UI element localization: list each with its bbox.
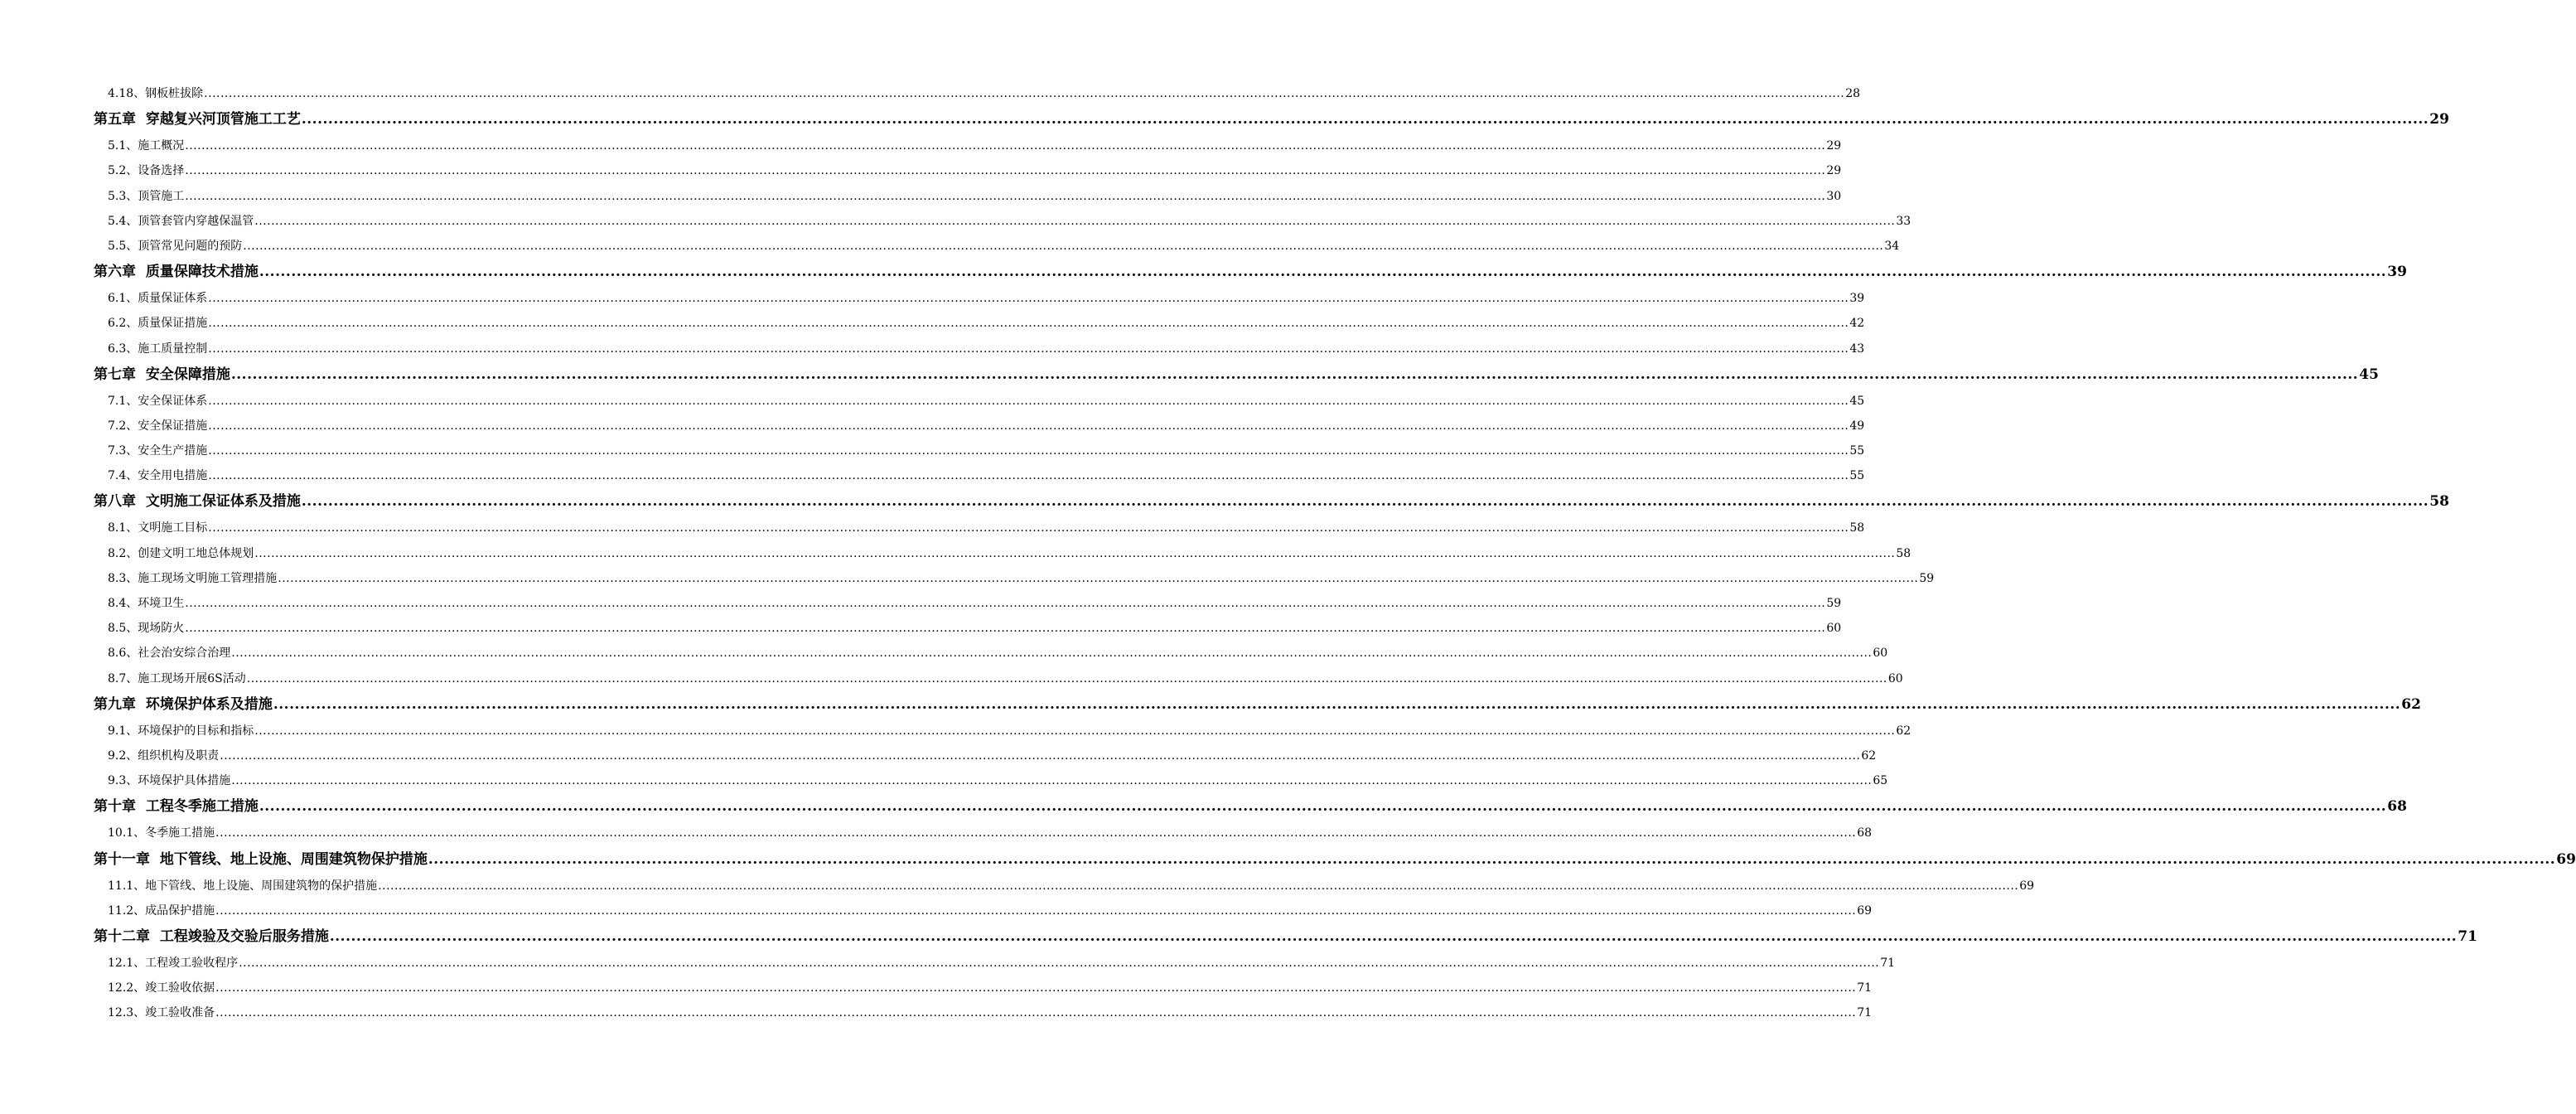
toc-entry-label: 5.3、顶管施工	[108, 189, 185, 203]
toc-page-number: 29	[2429, 111, 2449, 128]
toc-entry-label: 12.3、竣工验收准备	[108, 1006, 215, 1020]
toc-entry-label: 8.2、创建文明工地总体规划	[108, 546, 254, 560]
toc-dot-leader: ................................................................................................................................................................................................................................................................................................................................................................................................................	[254, 724, 1896, 738]
toc-section-entry[interactable]	[94, 184, 1842, 209]
toc-entry-label: 7.1、安全保证体系	[108, 394, 208, 408]
toc-entry-label: 6.2、质量保证措施	[108, 317, 208, 331]
toc-page-number: 62	[2401, 695, 2421, 713]
toc-dot-leader: ................................................................................................................................................................................................................................................................................................................................................................................................................	[273, 695, 2401, 713]
toc-page-number: 71	[2458, 928, 2477, 945]
toc-dot-leader: ................................................................................................................................................................................................................................................................................................................................................................................................................	[215, 981, 1857, 995]
toc-section-entry[interactable]	[94, 743, 1877, 768]
toc-page-number: 60	[1826, 622, 1842, 636]
toc-dot-leader: ................................................................................................................................................................................................................................................................................................................................................................................................................	[231, 774, 1873, 788]
toc-page-number: 71	[1880, 956, 1896, 970]
toc-dot-leader: ................................................................................................................................................................................................................................................................................................................................................................................................................	[208, 419, 1849, 433]
toc-dot-leader: ................................................................................................................................................................................................................................................................................................................................................................................................................	[208, 292, 1849, 306]
toc-dot-leader: ................................................................................................................................................................................................................................................................................................................................................................................................................	[204, 87, 1845, 100]
toc-page-number: 58	[1849, 521, 1865, 535]
toc-page-number: 29	[1826, 164, 1842, 178]
toc-entry-label: 第七章 安全保障措施	[94, 366, 230, 383]
toc-dot-leader: ................................................................................................................................................................................................................................................................................................................................................................................................................	[254, 546, 1896, 560]
toc-section-entry[interactable]	[94, 976, 1873, 1000]
toc-dot-leader: ................................................................................................................................................................................................................................................................................................................................................................................................................	[243, 239, 1884, 253]
toc-entry-label: 第五章 穿越复兴河顶管施工工艺	[94, 111, 301, 128]
toc-entry-label: 8.3、施工现场文明施工管理措施	[108, 571, 278, 585]
toc-chapter-entry[interactable]	[94, 259, 2407, 286]
toc-dot-leader: ................................................................................................................................................................................................................................................................................................................................................................................................................	[259, 264, 2387, 281]
toc-entry-label: 9.1、环境保护的目标和指标	[108, 724, 254, 738]
toc-section-entry[interactable]	[94, 209, 1911, 234]
toc-section-entry[interactable]	[94, 389, 1865, 414]
toc-dot-leader: ................................................................................................................................................................................................................................................................................................................................................................................................................	[301, 493, 2429, 511]
toc-section-entry[interactable]	[94, 311, 1865, 336]
toc-page-number: 28	[1845, 87, 1861, 100]
toc-entry-label: 6.3、施工质量控制	[108, 341, 208, 356]
toc-section-entry[interactable]	[94, 616, 1842, 641]
toc-dot-leader: ................................................................................................................................................................................................................................................................................................................................................................................................................	[329, 928, 2458, 945]
toc-page-number: 69	[2019, 879, 2035, 893]
toc-entry-label: 10.1、冬季施工措施	[108, 826, 215, 840]
toc-section-entry[interactable]	[94, 898, 1873, 923]
toc-dot-leader: ................................................................................................................................................................................................................................................................................................................................................................................................................	[208, 341, 1849, 356]
toc-entry-label: 11.1、地下管线、地上设施、周围建筑物的保护措施	[108, 879, 378, 893]
toc-section-entry[interactable]	[94, 951, 1896, 976]
toc-dot-leader: ................................................................................................................................................................................................................................................................................................................................................................................................................	[208, 317, 1849, 331]
toc-section-entry[interactable]	[94, 516, 1865, 540]
toc-entry-label: 9.3、环境保护具体措施	[108, 774, 231, 788]
toc-entry-label: 12.1、工程竣工验收程序	[108, 956, 239, 970]
toc-entry-label: 第六章 质量保障技术措施	[94, 264, 259, 281]
toc-dot-leader: ................................................................................................................................................................................................................................................................................................................................................................................................................	[239, 956, 1880, 970]
toc-page-number: 43	[1849, 341, 1865, 356]
toc-section-entry[interactable]	[94, 566, 1935, 591]
toc-section-entry[interactable]	[94, 463, 1865, 488]
toc-dot-leader: ................................................................................................................................................................................................................................................................................................................................................................................................................	[185, 597, 1826, 610]
toc-entry-label: 7.4、安全用电措施	[108, 469, 208, 483]
toc-page-number: 45	[1849, 394, 1865, 408]
toc-entry-label: 8.4、环境卫生	[108, 597, 185, 610]
toc-section-entry[interactable]	[94, 1000, 1873, 1025]
toc-entry-label: 4.18、钢板桩拔除	[108, 87, 204, 100]
toc-dot-leader: ................................................................................................................................................................................................................................................................................................................................................................................................................	[185, 139, 1826, 153]
toc-dot-leader: ................................................................................................................................................................................................................................................................................................................................................................................................................	[259, 798, 2387, 816]
toc-section-entry[interactable]	[94, 641, 1888, 666]
toc-entry-label: 12.2、竣工验收依据	[108, 981, 215, 995]
toc-page-number: 71	[1857, 1006, 1873, 1020]
toc-page-number: 71	[1857, 981, 1873, 995]
toc-page-number: 34	[1884, 239, 1900, 253]
toc-entry-label: 7.2、安全保证措施	[108, 419, 208, 433]
toc-dot-leader: ................................................................................................................................................................................................................................................................................................................................................................................................................	[215, 826, 1857, 840]
toc-entry-label: 第八章 文明施工保证体系及措施	[94, 493, 301, 511]
toc-page-number: 62	[1861, 748, 1877, 763]
toc-entry-label: 9.2、组织机构及职责	[108, 748, 220, 763]
toc-dot-leader: ................................................................................................................................................................................................................................................................................................................................................................................................................	[208, 521, 1849, 535]
toc-section-entry[interactable]	[94, 234, 1900, 259]
toc-dot-leader: ................................................................................................................................................................................................................................................................................................................................................................................................................	[231, 647, 1873, 661]
toc-section-entry[interactable]	[94, 133, 1842, 158]
toc-page-number: 39	[2387, 264, 2407, 281]
toc-entry-label: 5.5、顶管常见问题的预防	[108, 239, 243, 253]
toc-dot-leader: ................................................................................................................................................................................................................................................................................................................................................................................................................	[220, 748, 1861, 763]
toc-section-entry[interactable]	[94, 719, 1911, 743]
toc-page-number: 33	[1896, 214, 1911, 228]
toc-page-number: 58	[1896, 546, 1911, 560]
toc-entry-label: 5.2、设备选择	[108, 164, 185, 178]
toc-dot-leader: ................................................................................................................................................................................................................................................................................................................................................................................................................	[428, 850, 2556, 868]
toc-dot-leader: ................................................................................................................................................................................................................................................................................................................................................................................................................	[301, 111, 2429, 128]
toc-section-entry[interactable]	[94, 337, 1865, 361]
toc-section-entry[interactable]	[94, 414, 1865, 438]
toc-section-entry[interactable]	[94, 158, 1842, 183]
toc-entry-label: 第九章 环境保护体系及措施	[94, 695, 273, 713]
toc-entry-label: 7.3、安全生产措施	[108, 444, 208, 458]
toc-dot-leader: ................................................................................................................................................................................................................................................................................................................................................................................................................	[208, 469, 1849, 483]
toc-page-number: 55	[1849, 469, 1865, 483]
toc-entry-label: 第十二章 工程竣验及交验后服务措施	[94, 928, 329, 945]
toc-page-number: 58	[2429, 493, 2449, 511]
toc-dot-leader: ................................................................................................................................................................................................................................................................................................................................................................................................................	[246, 671, 1887, 685]
toc-chapter-entry[interactable]	[94, 793, 2407, 821]
toc-section-entry[interactable]	[94, 438, 1865, 463]
toc-section-entry[interactable]	[94, 541, 1911, 566]
toc-page-number: 68	[1857, 826, 1873, 840]
toc-dot-leader: ................................................................................................................................................................................................................................................................................................................................................................................................................	[185, 189, 1826, 203]
toc-page-number: 69	[1857, 903, 1873, 918]
toc-dot-leader: ................................................................................................................................................................................................................................................................................................................................................................................................................	[278, 571, 1919, 585]
toc-dot-leader: ................................................................................................................................................................................................................................................................................................................................................................................................................	[215, 903, 1857, 918]
toc-entry-label: 8.5、现场防火	[108, 622, 185, 636]
toc-page-number: 45	[2359, 366, 2379, 383]
toc-page-number: 59	[1919, 571, 1935, 585]
toc-entry-label: 5.4、顶管套管内穿越保温管	[108, 214, 254, 228]
table-of-contents	[94, 81, 2576, 1025]
toc-dot-leader: ................................................................................................................................................................................................................................................................................................................................................................................................................	[215, 1006, 1857, 1020]
toc-page-number: 68	[2387, 798, 2407, 816]
toc-page-number: 60	[1887, 671, 1903, 685]
toc-page-number: 59	[1826, 597, 1842, 610]
toc-entry-label: 6.1、质量保证体系	[108, 292, 208, 306]
toc-section-entry[interactable]	[94, 81, 1861, 106]
toc-entry-label: 8.6、社会治安综合治理	[108, 647, 231, 661]
toc-chapter-entry[interactable]	[94, 923, 2477, 951]
toc-entry-label: 8.1、文明施工目标	[108, 521, 208, 535]
toc-section-entry[interactable]	[94, 768, 1888, 793]
toc-section-entry[interactable]	[94, 286, 1865, 311]
toc-section-entry[interactable]	[94, 591, 1842, 616]
toc-section-entry[interactable]	[94, 666, 1903, 691]
toc-entry-label: 8.7、施工现场开展6S活动	[108, 671, 246, 685]
toc-page-number: 29	[1826, 139, 1842, 153]
toc-page-number: 55	[1849, 444, 1865, 458]
toc-page-number: 30	[1826, 189, 1842, 203]
toc-dot-leader: ................................................................................................................................................................................................................................................................................................................................................................................................................	[378, 879, 2019, 893]
toc-dot-leader: ................................................................................................................................................................................................................................................................................................................................................................................................................	[208, 444, 1849, 458]
toc-page-number: 60	[1873, 647, 1888, 661]
toc-entry-label: 第十一章 地下管线、地上设施、周围建筑物保护措施	[94, 850, 428, 868]
toc-chapter-entry[interactable]	[94, 488, 2449, 516]
toc-page-number: 62	[1896, 724, 1911, 738]
toc-dot-leader: ................................................................................................................................................................................................................................................................................................................................................................................................................	[208, 394, 1849, 408]
toc-dot-leader: ................................................................................................................................................................................................................................................................................................................................................................................................................	[185, 164, 1826, 178]
toc-chapter-entry[interactable]	[94, 691, 2421, 719]
toc-section-entry[interactable]	[94, 821, 1873, 845]
toc-chapter-entry[interactable]	[94, 106, 2449, 133]
toc-dot-leader: ................................................................................................................................................................................................................................................................................................................................................................................................................	[230, 366, 2359, 383]
toc-chapter-entry[interactable]	[94, 846, 2576, 874]
toc-dot-leader: ................................................................................................................................................................................................................................................................................................................................................................................................................	[185, 622, 1826, 636]
toc-page-number: 42	[1849, 317, 1865, 331]
toc-section-entry[interactable]	[94, 874, 2035, 898]
toc-page-number: 65	[1873, 774, 1888, 788]
toc-chapter-entry[interactable]	[94, 361, 2379, 389]
toc-page-number: 39	[1849, 292, 1865, 306]
toc-entry-label: 11.2、成品保护措施	[108, 903, 215, 918]
toc-page-number: 49	[1849, 419, 1865, 433]
toc-entry-label: 5.1、施工概况	[108, 139, 185, 153]
toc-entry-label: 第十章 工程冬季施工措施	[94, 798, 259, 816]
toc-page-number: 69	[2556, 850, 2576, 868]
toc-dot-leader: ................................................................................................................................................................................................................................................................................................................................................................................................................	[254, 214, 1896, 228]
